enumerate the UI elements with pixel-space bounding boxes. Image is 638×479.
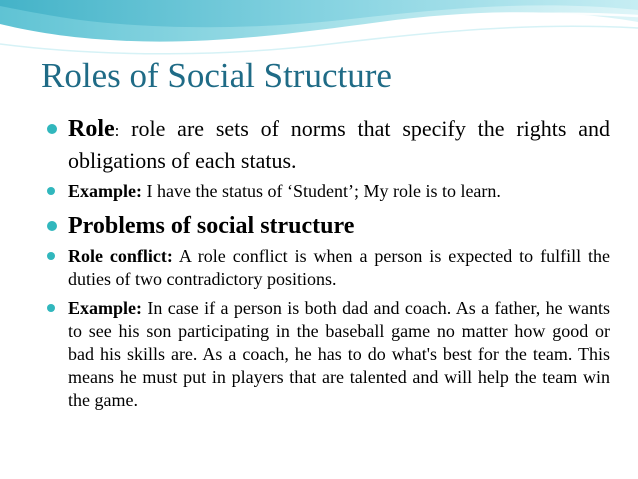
bullet-dot-icon (47, 187, 55, 195)
bullet-dot-icon (47, 124, 57, 134)
bullet-example-student (44, 180, 610, 203)
bullet-separator: : (114, 121, 120, 140)
bullet-text: In case if a person is both dad and coach. As a father, he wants to see his son participating in the baseball game no matter how good or bad his skills are. As a coach, he has to do what's best for the team. This means he must put in players that are talented and will help the team win the game. (68, 298, 610, 410)
bullet-lead: Example: (68, 181, 142, 201)
bullet-text: I have the status of ‘Student’; My role is to learn. (142, 181, 501, 201)
bullet-dot-icon (47, 221, 57, 231)
bullet-role (44, 114, 610, 176)
bullet-dot-icon (47, 304, 55, 312)
bullet-lead: Role conflict: (68, 246, 173, 266)
bullet-lead: Role (68, 116, 115, 142)
bullet-role-conflict (44, 245, 610, 291)
bullet-list (44, 114, 610, 412)
bullet-example-dad-coach (44, 297, 610, 412)
wave-header-decoration (0, 0, 638, 60)
bullet-text: role are sets of norms that specify the rights and obligations of each status. (68, 116, 610, 173)
bullet-lead: Problems of social structure (68, 213, 355, 239)
bullet-text: A role conflict is when a person is expected to fulfill the duties of two contradictory positions. (68, 246, 610, 289)
bullet-dot-icon (47, 252, 55, 260)
bullet-problems-heading (44, 211, 610, 241)
slide-title: Roles of Social Structure (41, 56, 392, 95)
bullet-lead: Example: (68, 298, 142, 318)
